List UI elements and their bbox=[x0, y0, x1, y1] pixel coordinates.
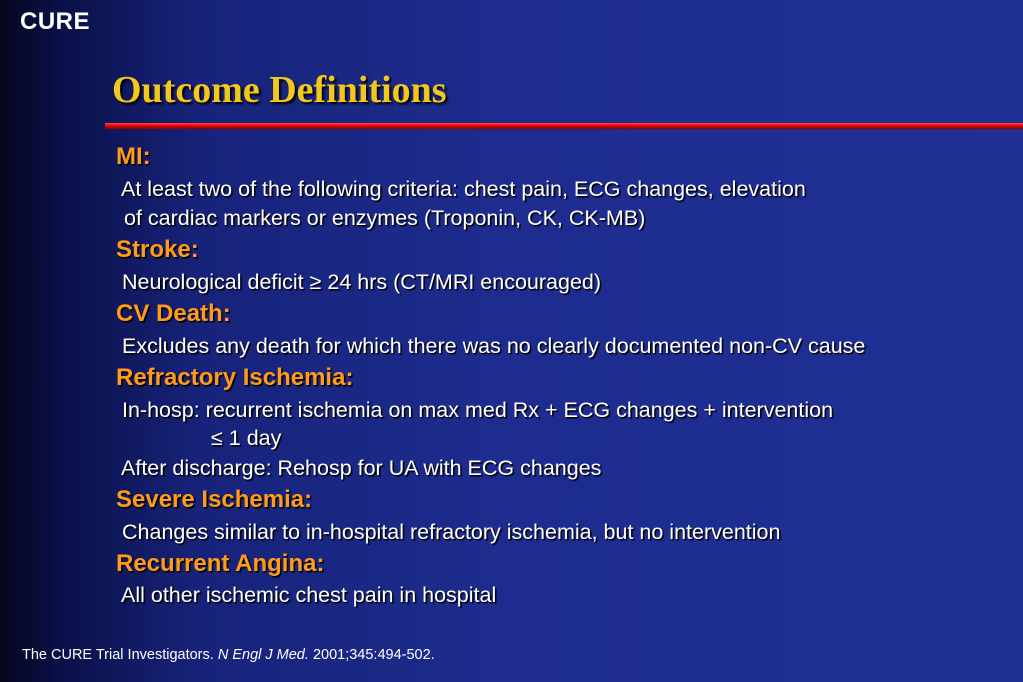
title-divider bbox=[105, 123, 1023, 129]
section-heading-mi: MI: bbox=[116, 143, 151, 170]
stroke-definition-line: Neurological deficit ≥ 24 hrs (CT/MRI encouraged) bbox=[122, 270, 602, 294]
section-heading-refractory-ischemia: Refractory Ischemia: bbox=[116, 364, 354, 391]
severe-ischemia-definition-line: Changes similar to in-hospital refractory ischemia, but no intervention bbox=[122, 520, 781, 544]
refractory-ischemia-definition-line: After discharge: Rehosp for UA with ECG changes bbox=[121, 456, 602, 480]
slide-title: Outcome Definitions bbox=[112, 69, 447, 111]
brand-label: CURE bbox=[20, 8, 91, 35]
section-heading-stroke: Stroke: bbox=[116, 236, 199, 263]
section-heading-cv-death: CV Death: bbox=[116, 300, 231, 327]
citation bbox=[22, 647, 435, 663]
citation-details: 2001;345:494-502. bbox=[312, 647, 435, 663]
citation-authors: The CURE Trial Investigators. bbox=[22, 647, 214, 663]
refractory-ischemia-definition-line: In-hosp: recurrent ischemia on max med Rx + ECG changes + intervention bbox=[122, 398, 834, 422]
section-heading-severe-ischemia: Severe Ischemia: bbox=[116, 486, 313, 513]
section-heading-recurrent-angina: Recurrent Angina: bbox=[116, 550, 325, 577]
cv-death-definition-line: Excludes any death for which there was no clearly documented non-CV cause bbox=[122, 334, 866, 358]
citation-journal: N Engl J Med. bbox=[217, 647, 309, 663]
mi-definition-line: of cardiac markers or enzymes (Troponin, CK, CK-MB) bbox=[124, 206, 646, 230]
refractory-ischemia-definition-line: ≤ 1 day bbox=[211, 426, 282, 450]
mi-definition-line: At least two of the following criteria: chest pain, ECG changes, elevation bbox=[121, 177, 806, 201]
recurrent-angina-definition-line: All other ischemic chest pain in hospital bbox=[121, 583, 497, 607]
